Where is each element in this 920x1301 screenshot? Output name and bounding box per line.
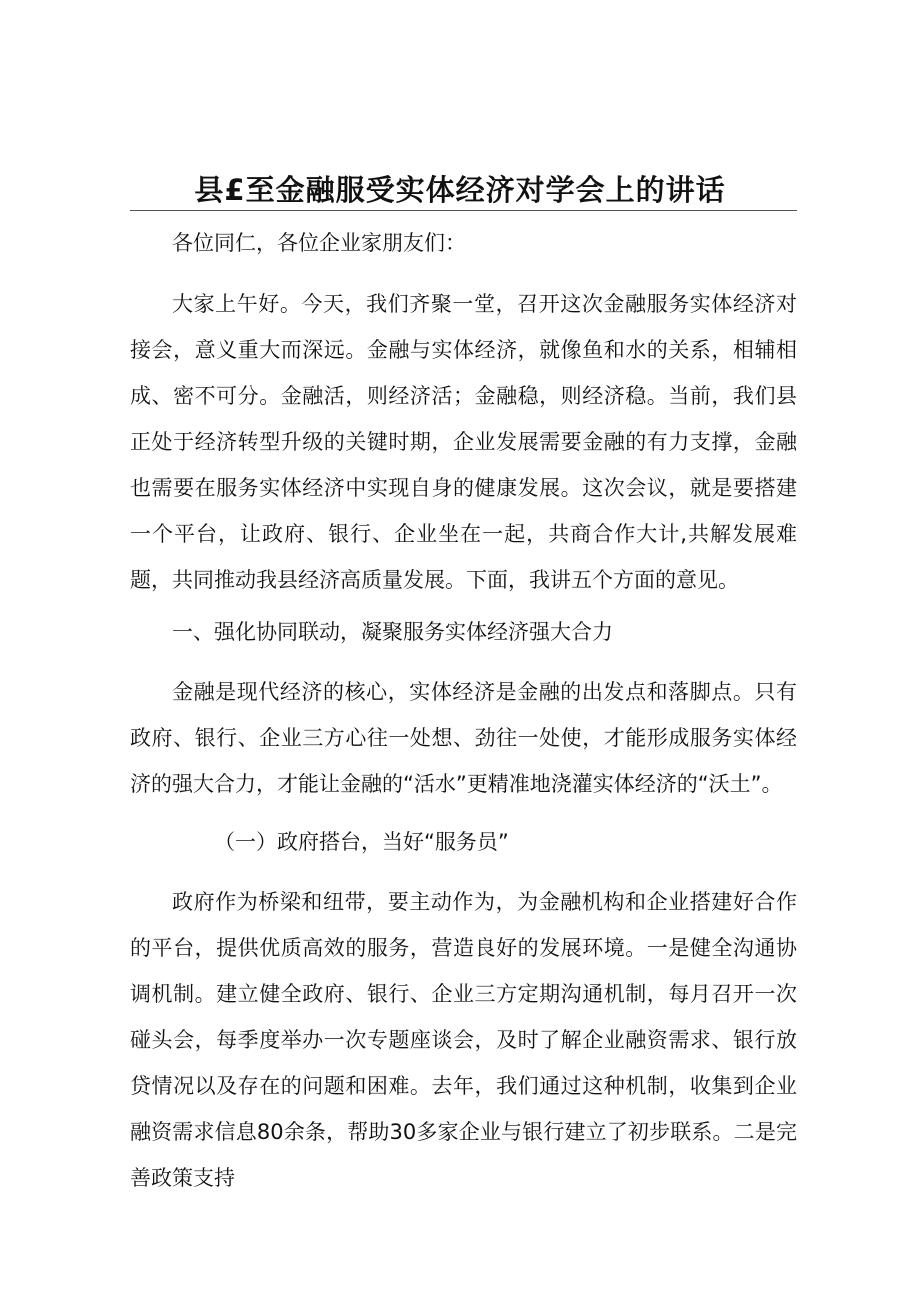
title-underline	[130, 210, 797, 211]
section-heading-1: 一、强化协同联动，凝聚服务实体经济强大合力	[172, 620, 613, 644]
salutation: 各位同仁，各位企业家朋友们：	[172, 231, 466, 255]
paragraph-section-1: 金融是现代经济的核心，实体经济是金融的出发点和落脚点。只有政府、银行、企业三方心往一处想、劲往一处使，才能形成服务实体经济的强大合力，才能让金融的“活水”更精准地浇灌实体经济的“沃土”。	[130, 680, 797, 796]
subsection-heading-1: （一）政府搭台，当好“服务员”	[214, 830, 509, 854]
paragraph-opening: 大家上午好。今天，我们齐聚一堂，召开这次金融服务实体经济对接会，意义重大而深远。金融与实体经济，就像鱼和水的关系，相辅相成、密不可分。金融活，则经济活；金融稳，则经济稳。当前，我们县正处于经济转型升级的关键时期，企业发展需要金融的有力支撑，金融也需要在服务实体经济中实现自身的健康发展。这次会议，就是要搭建一个平台，让政府、银行、企业坐在一起，共商合作大计,共解发展难题，共同推动我县经济高质量发展。下面，我讲五个方面的意见。	[130, 292, 797, 592]
document-title: 县£至金融服受实体经济对学会上的讲话	[194, 173, 726, 207]
paragraph-subsection-1: 政府作为桥梁和纽带，要主动作为，为金融机构和企业搭建好合作的平台，提供优质高效的服务，营造良好的发展环境。一是健全沟通协调机制。建立健全政府、银行、企业三方定期沟通机制，每月召开一次碰头会，每季度举办一次专题座谈会，及时了解企业融资需求、银行放贷情况以及存在的问题和困难。去年，我们通过这种机制，收集到企业融资需求信息80余条，帮助30多家企业与银行建立了初步联系。二是完善政策支持	[130, 890, 797, 1190]
